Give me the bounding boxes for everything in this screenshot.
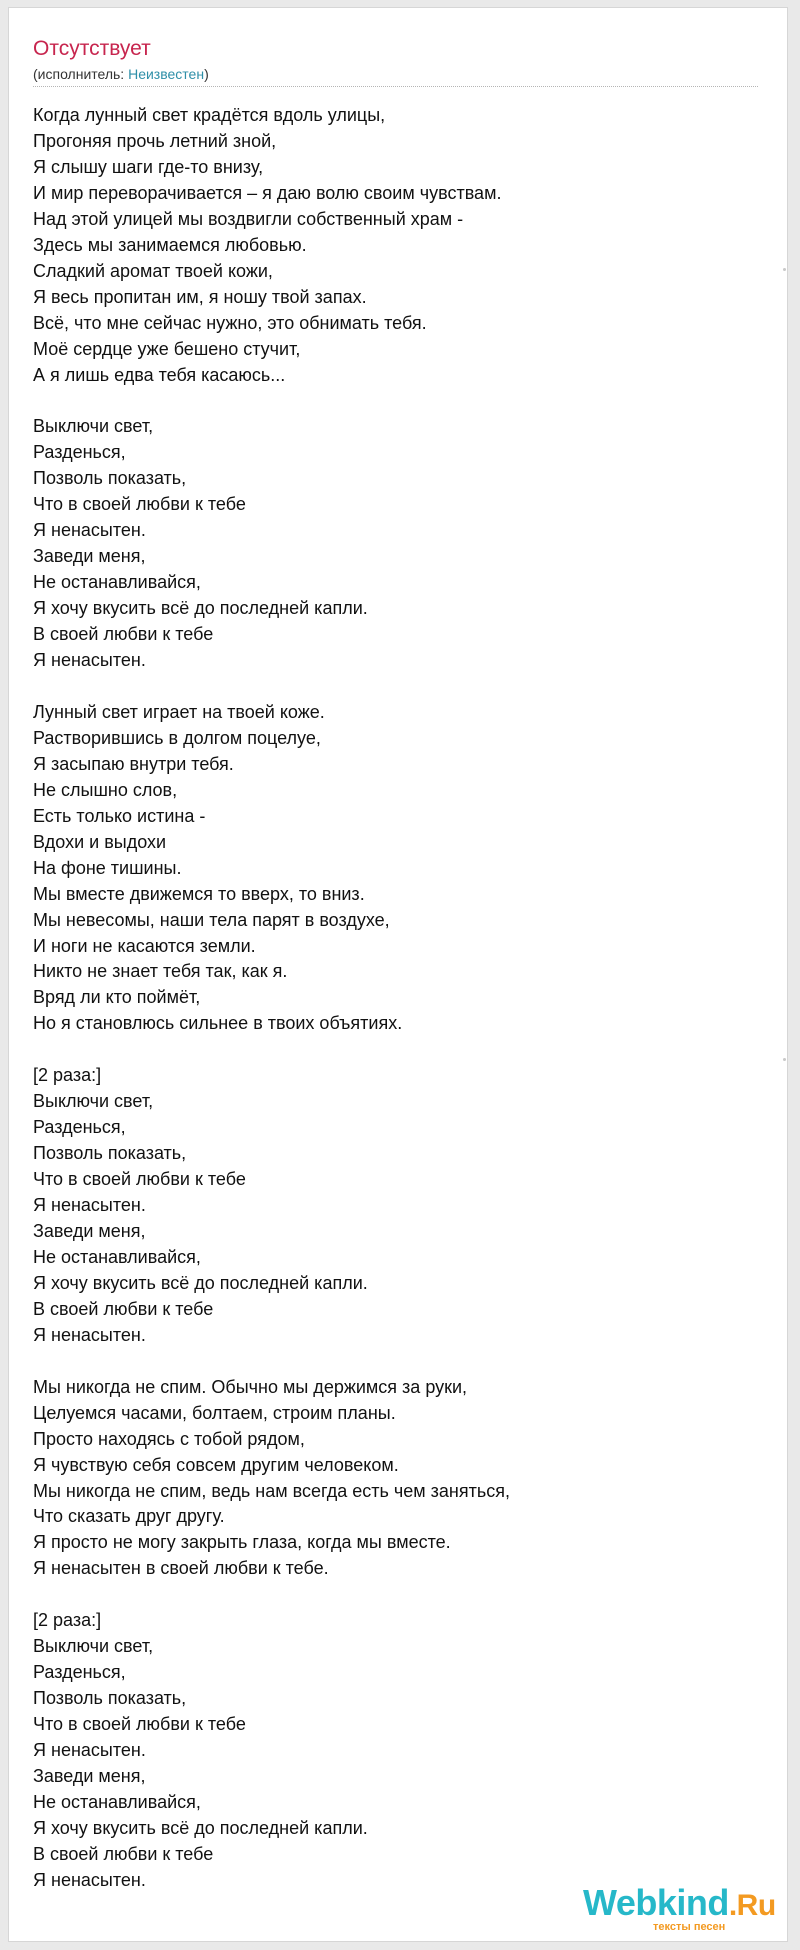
edge-dot	[783, 268, 786, 271]
song-title: Отсутствует	[33, 37, 151, 60]
header-divider	[33, 86, 758, 87]
logo-wordmark	[583, 1882, 776, 1923]
logo-domain: .Ru	[728, 1889, 776, 1922]
webkind-logo[interactable]	[583, 1882, 776, 1935]
lyrics-text: Когда лунный свет крадётся вдоль улицы, Прогоняя прочь летний зной, Я слышу шаги где-то внизу, И мир переворачивается – я даю волю своим чувствам. Над этой улицей мы воздвигли собственный храм - Здесь мы занимаемся любовью. Сладкий аромат твоей кожи, Я весь пропитан им, я ношу твой запах. Всё, что мне сейчас нужно, это обнимать тебя. Моё сердце уже бешено стучит, А я лишь едва тебя касаюсь... Выключи свет, Разденься, Позволь показать, Что в своей любви к тебе Я ненасытен. Заведи меня, Не останавливайся, Я хочу вкусить всё до последней капли. В своей любви к тебе Я ненасытен. Лунный свет играет на твоей коже. Растворившись в долгом поцелуе, Я засыпаю внутри тебя. Не слышно слов, Есть только истина - Вдохи и выдохи На фоне тишины. Мы вместе движемся то вверх, то вниз. Мы невесомы, наши тела парят в воздухе, И ноги не касаются земли. Никто не знает тебя так, как я. Вряд ли кто поймёт, Но я становлюсь сильнее в твоих объятиях. [2 раза:] Выключи свет, Разденься, Позволь показать, Что в своей любви к тебе Я ненасытен. Заведи меня, Не останавливайся, Я хочу вкусить всё до последней капли. В своей любви к тебе Я ненасытен. Мы никогда не спим. Обычно мы держимся за руки, Целуемся часами, болтаем, строим планы. Просто находясь с тобой рядом, Я чувствую себя совсем другим человеком. Мы никогда не спим, ведь нам всегда есть чем заняться, Что сказать друг другу. Я просто не могу закрыть глаза, когда мы вместе. Я ненасытен в своей любви к тебе. [2 раза:] Выключи свет, Разденься, Позволь показать, Что в своей любви к тебе Я ненасытен. Заведи меня, Не останавливайся, Я хочу вкусить всё до последней капли. В своей любви к тебе Я ненасытен.	[33, 105, 510, 1890]
artist-prefix: (исполнитель:	[33, 66, 129, 82]
artist-line	[33, 66, 209, 83]
logo-word: Webkind	[583, 1882, 729, 1923]
artist-suffix: )	[204, 66, 209, 82]
logo-tagline: тексты песен	[653, 1921, 726, 1933]
edge-dot	[783, 1058, 786, 1061]
artist-link[interactable]: Неизвестен	[128, 66, 205, 82]
